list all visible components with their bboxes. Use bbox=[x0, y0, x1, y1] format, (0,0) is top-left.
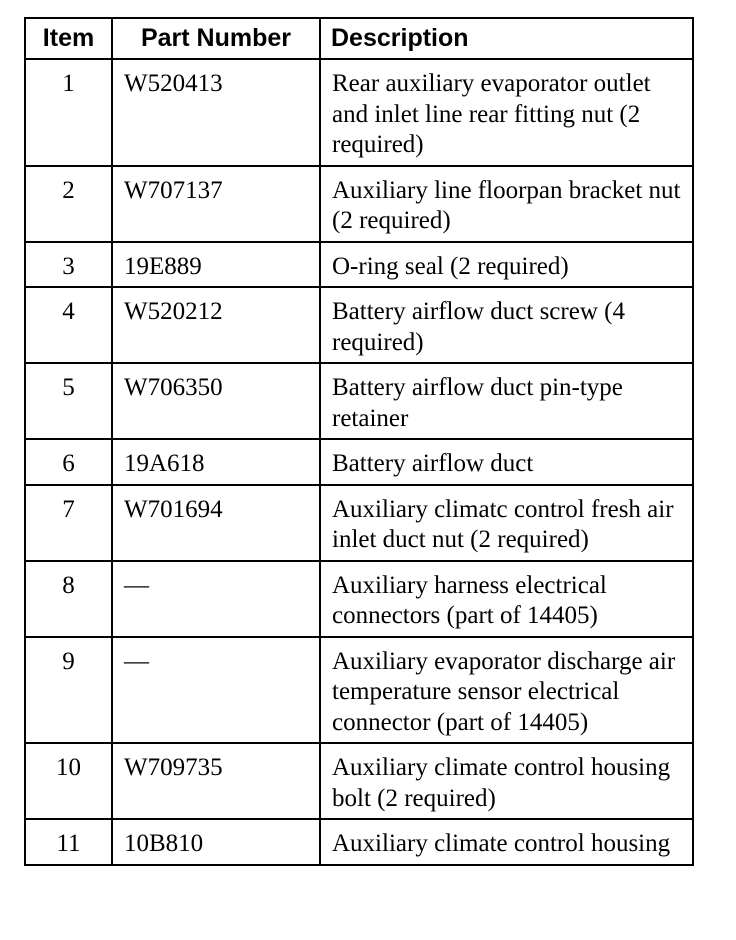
description: Auxiliary climate control housing bolt (2 required) bbox=[320, 743, 693, 819]
description: Battery airflow duct bbox=[320, 439, 693, 485]
parts-table bbox=[24, 17, 694, 866]
item-number: 2 bbox=[25, 166, 112, 242]
table-row bbox=[25, 59, 693, 166]
item-number: 10 bbox=[25, 743, 112, 819]
part-number: W706350 bbox=[112, 363, 320, 439]
table-row bbox=[25, 485, 693, 561]
item-number: 5 bbox=[25, 363, 112, 439]
part-number: W707137 bbox=[112, 166, 320, 242]
part-number: — bbox=[112, 637, 320, 744]
item-number: 9 bbox=[25, 637, 112, 744]
item-number: 8 bbox=[25, 561, 112, 637]
part-number: W701694 bbox=[112, 485, 320, 561]
table-row bbox=[25, 561, 693, 637]
description: Rear auxiliary evaporator outlet and inlet line rear fitting nut (2 required) bbox=[320, 59, 693, 166]
item-number: 1 bbox=[25, 59, 112, 166]
item-number: 3 bbox=[25, 242, 112, 288]
part-number: 10B810 bbox=[112, 819, 320, 865]
header-item: Item bbox=[25, 18, 112, 59]
description: Auxiliary evaporator discharge air temperature sensor electrical connector (part of 14405) bbox=[320, 637, 693, 744]
header-description: Description bbox=[320, 18, 693, 59]
table-row bbox=[25, 363, 693, 439]
description: O-ring seal (2 required) bbox=[320, 242, 693, 288]
header-row bbox=[25, 18, 693, 59]
description: Auxiliary harness electrical connectors (part of 14405) bbox=[320, 561, 693, 637]
table-row bbox=[25, 439, 693, 485]
table-row bbox=[25, 242, 693, 288]
table-row bbox=[25, 819, 693, 865]
part-number: 19A618 bbox=[112, 439, 320, 485]
part-number: W520212 bbox=[112, 287, 320, 363]
table-row bbox=[25, 166, 693, 242]
description: Auxiliary line floorpan bracket nut (2 required) bbox=[320, 166, 693, 242]
part-number: W520413 bbox=[112, 59, 320, 166]
item-number: 6 bbox=[25, 439, 112, 485]
description: Auxiliary climate control housing bbox=[320, 819, 693, 865]
table-row bbox=[25, 743, 693, 819]
table-row bbox=[25, 637, 693, 744]
table-row bbox=[25, 287, 693, 363]
item-number: 7 bbox=[25, 485, 112, 561]
part-number: — bbox=[112, 561, 320, 637]
part-number: W709735 bbox=[112, 743, 320, 819]
description: Battery airflow duct pin-type retainer bbox=[320, 363, 693, 439]
item-number: 4 bbox=[25, 287, 112, 363]
description: Auxiliary climatc control fresh air inlet duct nut (2 required) bbox=[320, 485, 693, 561]
description: Battery airflow duct screw (4 required) bbox=[320, 287, 693, 363]
part-number: 19E889 bbox=[112, 242, 320, 288]
header-part-number: Part Number bbox=[112, 18, 320, 59]
item-number: 11 bbox=[25, 819, 112, 865]
